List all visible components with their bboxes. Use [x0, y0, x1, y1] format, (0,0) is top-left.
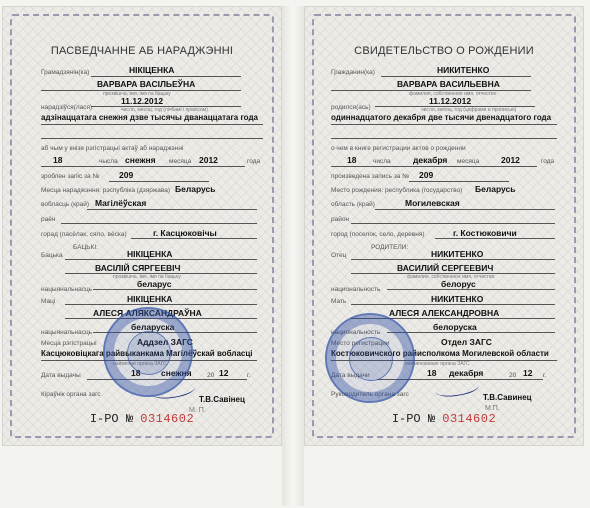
- underline: [387, 332, 555, 333]
- year-label: года: [247, 158, 261, 165]
- month-label: месяца: [457, 158, 480, 165]
- born-label: нарадзіўся(лася): [41, 104, 93, 111]
- seal-place-mark: М. П.: [189, 407, 206, 414]
- father-nationality: беларус: [137, 279, 172, 289]
- place-label: Месца нараджэння: рэспубліка (дзяржава): [41, 187, 170, 194]
- underline: [387, 289, 555, 290]
- birth-date: 11.12.2012: [429, 96, 472, 106]
- underline: [409, 181, 509, 182]
- record-label: о чем в книге регистрации актов о рождении: [331, 145, 466, 152]
- registry-full: Костюковичского райисполкома Могилевской области: [331, 349, 549, 358]
- serial-number: 0314602: [140, 412, 195, 426]
- registrar-name: Т.В.Савінец: [199, 395, 245, 404]
- issue-month: декабря: [449, 368, 484, 378]
- entry-number: 209: [419, 170, 434, 180]
- record-day: 18: [347, 155, 357, 165]
- birth-date-words: адзінаццатага снежня дзве тысячы дванаццатага года: [41, 113, 258, 122]
- father-caption: фамилия, собственное имя, отчество: [407, 274, 495, 280]
- issue-date-label: Дата выдачи: [331, 372, 370, 379]
- region: Магілёўская: [95, 198, 147, 208]
- issue-day: 18: [131, 368, 141, 378]
- day-label: числа: [373, 158, 391, 165]
- reg-place-label: Место регистрации: [331, 340, 390, 347]
- underline: [131, 238, 257, 239]
- underline: [41, 124, 263, 125]
- born-label: родился(ась): [331, 104, 371, 111]
- mother-surname: НИКИТЕНКО: [431, 294, 484, 304]
- record-month: снежня: [125, 155, 156, 165]
- serial-number-line: [3, 412, 281, 426]
- record-year: 2012: [199, 155, 218, 165]
- serial-prefix: I-PO №: [391, 412, 436, 426]
- child-surname: НІКІЦЕНКА: [129, 65, 175, 75]
- city-label: город (поселок, село, деревня): [331, 231, 425, 238]
- issue-date-label: Дата выдачы: [41, 372, 81, 379]
- underline: [41, 166, 245, 167]
- page-fold: [282, 6, 304, 506]
- birth-date-words: одиннадцатого декабря две тысячи двенадцатого года: [331, 113, 552, 122]
- father-label: Бацька: [41, 252, 63, 259]
- father-surname: НИКИТЕНКО: [431, 249, 484, 259]
- underline: [331, 138, 557, 139]
- underline: [61, 223, 257, 224]
- record-label: аб чым у кнізе рэгістрацыі актаў аб нараджэнні: [41, 145, 184, 152]
- head-label: Руководитель органа загс: [331, 391, 409, 398]
- father-nationality: белорус: [441, 279, 476, 289]
- mother-name: АЛЕСЯ АЛЯКСАНДРАЎНА: [93, 308, 202, 318]
- certificate-title: СВИДЕТЕЛЬСТВО О РОЖДЕНИИ: [354, 45, 534, 57]
- registry-caption: найменне органа ЗАГС: [113, 361, 167, 367]
- day-label: чысла: [99, 158, 118, 165]
- entry-number: 209: [119, 170, 134, 180]
- underline: [65, 304, 257, 305]
- underline: [91, 76, 241, 77]
- registrar-name: Т.В.Савинец: [483, 393, 532, 402]
- district-label: раён: [41, 216, 56, 223]
- underline: [331, 166, 537, 167]
- nationality-label: нацыянальнасць: [41, 286, 93, 293]
- registry-caption: наименование органа ЗАГС: [405, 361, 470, 367]
- mother-name: АЛЕСЯ АЛЕКСАНДРОВНА: [389, 308, 500, 318]
- underline: [381, 76, 531, 77]
- month-label: месяца: [169, 158, 192, 165]
- date-caption: число, месяц, год (цифрами и прописью): [421, 107, 517, 113]
- father-label: Отец: [331, 252, 347, 259]
- citizen-label: Грамадзянін(ка): [41, 69, 90, 76]
- underline: [93, 289, 257, 290]
- head-label: Кіраўнік органа загс: [41, 391, 101, 398]
- date-caption: число, месяц, год (лічбамі і прапісам): [121, 107, 208, 113]
- record-day: 18: [53, 155, 63, 165]
- birth-date: 11.12.2012: [121, 96, 164, 106]
- place-label: Место рождения: республика (государство): [331, 187, 463, 194]
- mother-nationality: беларуска: [131, 322, 175, 332]
- seal-place-mark: М.П.: [485, 405, 500, 412]
- issue-day: 18: [427, 368, 437, 378]
- record-month: декабря: [413, 155, 448, 165]
- issue-year: 12: [523, 368, 533, 378]
- region: Могилевская: [405, 198, 460, 208]
- city: г. Костюковичи: [453, 228, 517, 238]
- registry-office: Отдел ЗАГС: [441, 337, 492, 347]
- issue-year-label: г.: [543, 372, 547, 379]
- city: г. Касцюковічы: [153, 228, 217, 238]
- citizen-label: Гражданин(ка): [331, 69, 375, 76]
- certificate-title: ПАСВЕДЧАННЕ АБ НАРАДЖЭННІ: [50, 45, 234, 57]
- registry-full: Касцюковіцкага райвыканкама Магілёўскай вобласці: [41, 349, 253, 358]
- underline: [41, 138, 263, 139]
- underline: [65, 259, 257, 260]
- nationality-label: национальность: [331, 286, 381, 293]
- issue-year-label: г.: [247, 372, 251, 379]
- underline: [375, 209, 555, 210]
- issue-year: 12: [219, 368, 229, 378]
- nationality-label: национальность: [331, 329, 381, 336]
- child-surname: НИКИТЕНКО: [437, 65, 490, 75]
- underline: [87, 209, 257, 210]
- underline: [435, 238, 555, 239]
- entry-label: произведена запись за №: [331, 173, 410, 180]
- official-stamp: [103, 307, 193, 397]
- region-label: вобласць (край): [41, 201, 90, 208]
- underline: [351, 304, 555, 305]
- country: Беларусь: [175, 184, 216, 194]
- child-given-names: ВАРВАРА ВАСІЛЬЕЎНА: [97, 79, 196, 89]
- region-label: область (край): [331, 201, 375, 208]
- issue-year-prefix: 20: [509, 372, 517, 379]
- serial-prefix: I-PO №: [89, 412, 134, 426]
- underline: [331, 124, 557, 125]
- issue-year-prefix: 20: [207, 372, 215, 379]
- underline: [351, 259, 555, 260]
- child-given-names: ВАРВАРА ВАСИЛЬЕВНА: [397, 79, 500, 89]
- father-surname: НІКІЦЕНКА: [127, 249, 173, 259]
- year-label: года: [541, 158, 555, 165]
- country: Беларусь: [475, 184, 516, 194]
- serial-number: 0314602: [442, 412, 497, 426]
- parents-label: РОДИТЕЛИ:: [371, 244, 409, 251]
- issue-month: снежня: [161, 368, 192, 378]
- registry-office: Аддзел ЗАГС: [137, 337, 193, 347]
- reg-place-label: Месца рэгістрацыі: [41, 340, 97, 347]
- parents-label: БАЦЬКІ:: [73, 244, 98, 251]
- name-caption: фамилия, собственное имя, отчество: [409, 91, 497, 97]
- underline: [351, 223, 555, 224]
- right-page-russian: [304, 6, 584, 446]
- underline: [109, 181, 209, 182]
- left-page-belarusian: [2, 6, 282, 446]
- mother-label: Маці: [41, 298, 56, 305]
- serial-number-line: [305, 412, 583, 426]
- father-caption: прозвішча, імя, імя па бацьку: [113, 274, 181, 280]
- mother-nationality: белоруска: [433, 322, 477, 332]
- district-label: район: [331, 216, 350, 223]
- city-label: горад (пасёлак, сяло, вёска): [41, 231, 127, 238]
- record-year: 2012: [501, 155, 520, 165]
- nationality-label: нацыянальнасць: [41, 329, 93, 336]
- father-name: ВАСІЛІЙ СЯРГЕЕВІЧ: [95, 263, 181, 273]
- mother-surname: НІКІЦЕНКА: [127, 294, 173, 304]
- official-stamp: [325, 313, 415, 403]
- mother-label: Мать: [331, 298, 347, 305]
- name-caption: прозвішча, імя, імя па бацьку: [103, 91, 171, 97]
- father-name: ВАСИЛИЙ СЕРГЕЕВИЧ: [397, 263, 494, 273]
- entry-label: зроблен запіс за №: [41, 173, 100, 180]
